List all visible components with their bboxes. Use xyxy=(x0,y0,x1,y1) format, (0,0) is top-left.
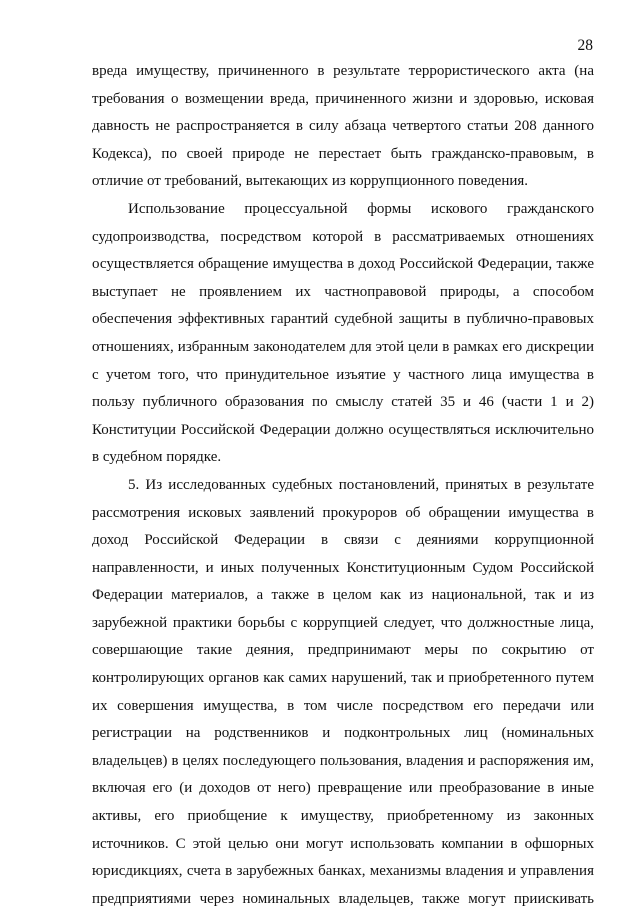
text-line: контролирующих органов как самих нарушений, так и приобретенного путем xyxy=(92,670,594,687)
text-line: вреда имуществу, причиненного в результате террористического акта (на xyxy=(92,63,594,79)
text-line: Конституции Российской Федерации должно осуществляться исключительно xyxy=(92,421,594,438)
text-line: включая его (и доходов от него) превращение или преобразование в иные xyxy=(92,780,594,797)
text-line: направленности, и иных полученных Конституционным Судом Российской xyxy=(92,559,594,576)
text-line: Федерации материалов, а также в целом как из национальной, так и из xyxy=(92,587,594,604)
text-line: их совершения имущества, в том числе посредством его передачи или xyxy=(92,697,594,714)
text-line: юрисдикциях, счета в зарубежных банках, механизмы владения и управления xyxy=(92,863,594,880)
text-line: в судебном порядке. xyxy=(92,449,222,466)
text-line: регистрации на родственников и подконтрольных лиц (номинальных xyxy=(92,725,594,742)
text-line: Кодекса), по своей природе не перестает быть гражданско-правовым, в xyxy=(92,145,594,162)
text-line: предприятиями через номинальных владельцев, также могут приискивать xyxy=(92,890,594,907)
text-line: доход Российской Федерации в связи с деяниями коррупционной xyxy=(92,532,594,549)
text-line: обеспечения эффективных гарантий судебной защиты в публично-правовых xyxy=(92,311,594,328)
text-line: выступает не проявлением их частноправовой природы, а способом xyxy=(92,283,594,300)
text-line: Использование процессуальной формы искового гражданского xyxy=(128,200,594,217)
text-line: давность не распространяется в силу абзаца четвертого статьи 208 данного xyxy=(92,118,594,135)
text-line: отличие от требований, вытекающих из коррупционного поведения. xyxy=(92,173,529,190)
text-line: с учетом того, что принудительное изъятие у частного лица имущества в xyxy=(92,366,594,383)
text-line: рассмотрения исковых заявлений прокуроров об обращении имущества в xyxy=(92,504,594,521)
text-line: зарубежной практики борьбы с коррупцией следует, что должностные лица, xyxy=(92,614,594,631)
body-text xyxy=(92,58,594,913)
text-line: совершающие такие деяния, предпринимают меры по сокрытию от xyxy=(92,642,594,659)
text-line: владельцев) в целях последующего пользования, владения и распоряжения им, xyxy=(92,752,594,769)
text-line: осуществляется обращение имущества в доход Российской Федерации, также xyxy=(92,256,594,273)
text-line: источников. С этой целью они могут использовать компании в офшорных xyxy=(92,835,594,852)
page-number: 28 xyxy=(577,37,593,54)
text-line: требования о возмещении вреда, причиненного жизни и здоровью, исковая xyxy=(92,90,594,107)
text-line: пользу публичного образования по смыслу статей 35 и 46 (части 1 и 2) xyxy=(92,394,594,411)
text-line: судопроизводства, посредством которой в рассматриваемых отношениях xyxy=(92,228,594,245)
text-line: активы, его приобщение к имуществу, приобретенному из законных xyxy=(92,808,594,825)
text-line: отношениях, избранным законодателем для этой цели в рамках его дискреции xyxy=(92,338,594,355)
text-line: 5. Из исследованных судебных постановлений, принятых в результате xyxy=(128,476,594,493)
